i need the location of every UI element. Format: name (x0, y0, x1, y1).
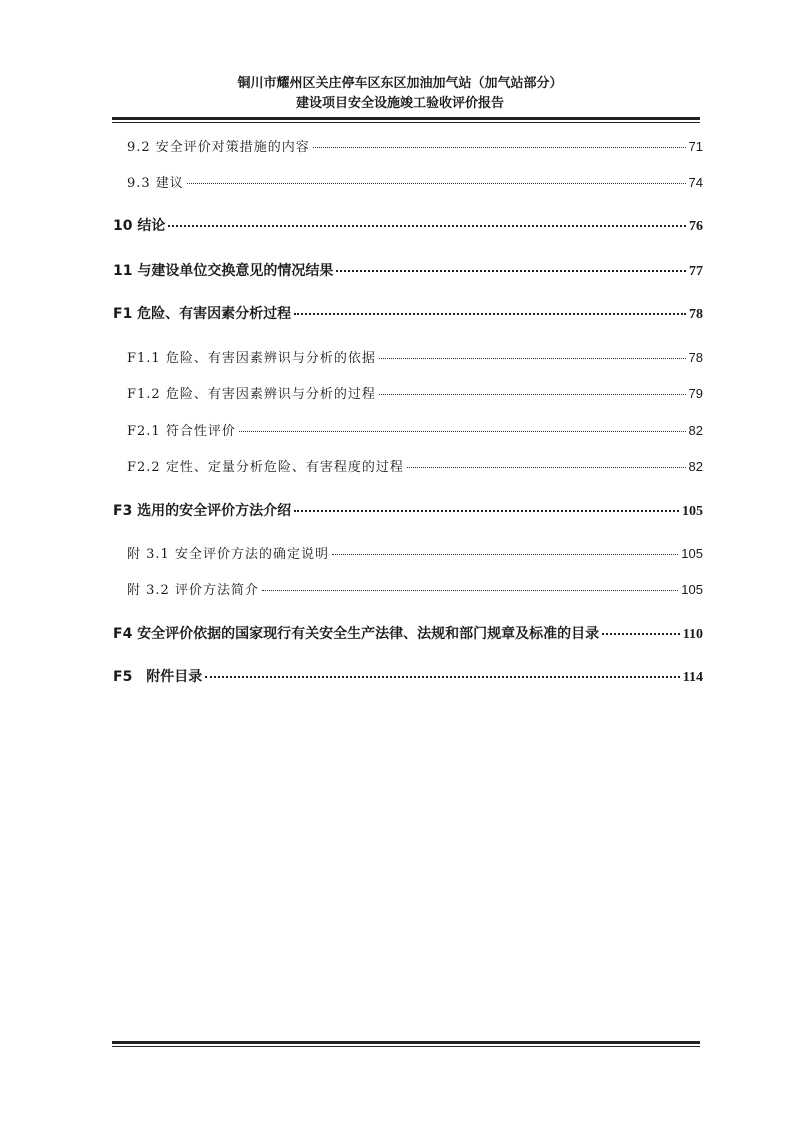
toc-entry-label: F5 附件目录 (113, 669, 203, 685)
toc-page-number: 78 (688, 350, 703, 365)
toc-page-number: 105 (682, 504, 703, 519)
toc-leader-dots (262, 590, 678, 591)
toc-entry-label: F2.2 定性、定量分析危险、有害程度的过程 (127, 460, 404, 475)
toc-page-number: 76 (689, 219, 703, 234)
toc-entry-label: F4 安全评价依据的国家现行有关安全生产法律、法规和部门规章及标准的目录 (113, 626, 600, 642)
toc-leader-dots (294, 313, 686, 315)
toc-entry[interactable] (113, 215, 703, 235)
toc-entry-label: F3 选用的安全评价方法介绍 (113, 503, 292, 519)
toc-entry-label: 10 结论 (113, 218, 166, 234)
toc-leader-dots (187, 183, 686, 184)
toc-leader-dots (379, 394, 686, 395)
toc-entry-label: F1.2 危险、有害因素辨识与分析的过程 (127, 387, 376, 402)
toc-leader-dots (379, 358, 686, 359)
header-title-line2: 建设项目安全设施竣工验收评价报告 (295, 96, 504, 111)
toc-page-number: 105 (681, 582, 703, 597)
toc-page-number: 71 (688, 139, 703, 154)
toc-entry[interactable] (113, 500, 703, 520)
toc-entry[interactable] (127, 456, 703, 475)
toc-entry[interactable] (127, 347, 703, 366)
footer-rule-thick (112, 1041, 700, 1044)
toc-entry[interactable] (127, 579, 703, 598)
toc-leader-dots (407, 467, 686, 468)
toc-page-number: 78 (689, 307, 703, 322)
toc-leader-dots (602, 633, 680, 635)
toc-entry-label: F2.1 符合性评价 (127, 424, 236, 439)
toc-entry-label: 11 与建设单位交换意见的情况结果 (113, 263, 334, 279)
toc-leader-dots (205, 676, 679, 678)
toc-page-number: 82 (688, 459, 703, 474)
toc-entry[interactable] (127, 136, 703, 155)
toc-leader-dots (294, 510, 679, 512)
toc-entry[interactable] (113, 666, 703, 686)
toc-page-number: 79 (688, 386, 703, 401)
toc-leader-dots (168, 225, 686, 227)
toc-entry[interactable] (127, 383, 703, 402)
header-title-line1: 铜川市耀州区关庄停车区东区加油加气站（加气站部分） (237, 76, 563, 91)
toc-page-number: 110 (682, 627, 703, 642)
footer-rule-thin (112, 1046, 700, 1047)
toc-leader-dots (332, 554, 678, 555)
toc-page-number: 74 (688, 175, 703, 190)
toc-entry-label: 9.3 建议 (127, 176, 184, 191)
toc-page-number: 114 (682, 670, 703, 685)
toc-leader-dots (239, 431, 686, 432)
toc-entry[interactable] (113, 623, 703, 643)
toc-leader-dots (313, 147, 686, 148)
toc-entry[interactable] (113, 303, 703, 323)
toc-entry-label: 9.2 安全评价对策措施的内容 (127, 140, 310, 155)
toc-entry-label: F1.1 危险、有害因素辨识与分析的依据 (127, 351, 376, 366)
toc-entry[interactable] (127, 172, 703, 191)
toc-entry-label: 附 3.1 安全评价方法的确定说明 (127, 547, 329, 562)
toc-page-number: 82 (688, 423, 703, 438)
toc-page-number: 105 (681, 546, 703, 561)
toc-entry-label: F1 危险、有害因素分析过程 (113, 306, 292, 322)
toc-leader-dots (336, 270, 686, 272)
toc-entry-label: 附 3.2 评价方法简介 (127, 583, 259, 598)
toc-entry[interactable] (127, 543, 703, 562)
toc-entry[interactable] (127, 420, 703, 439)
toc-page-number: 77 (689, 264, 703, 279)
toc-entry[interactable] (113, 260, 703, 280)
